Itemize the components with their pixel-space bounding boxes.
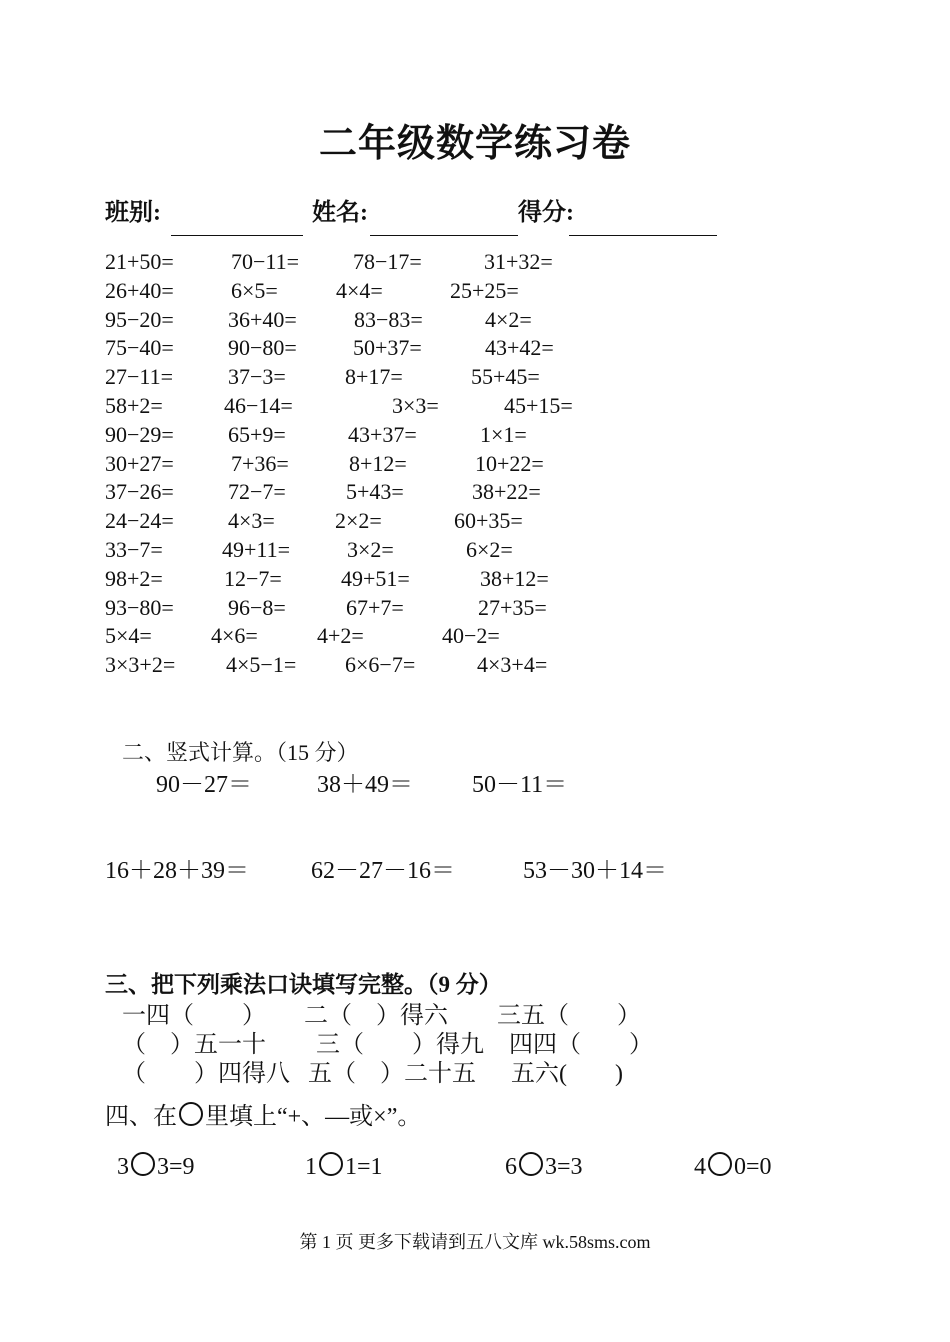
circle-icon xyxy=(179,1102,203,1126)
arithmetic-problem: 4×5−1= xyxy=(226,652,297,678)
arithmetic-row xyxy=(105,594,805,623)
arithmetic-row xyxy=(105,334,805,363)
section4-heading xyxy=(105,1096,421,1131)
arithmetic-row xyxy=(105,507,805,536)
operand-left: 1 xyxy=(305,1154,317,1180)
arithmetic-problem: 72−7= xyxy=(228,479,286,505)
arithmetic-problem: 27+35= xyxy=(478,594,547,620)
arithmetic-problem: 8+12= xyxy=(349,450,407,476)
operator-circle-blank[interactable] xyxy=(319,1152,343,1176)
arithmetic-row xyxy=(105,651,805,680)
score-blank-line[interactable] xyxy=(569,235,717,236)
arithmetic-row xyxy=(105,565,805,594)
arithmetic-problem: 4×4= xyxy=(336,277,383,303)
page-footer: 第 1 页 更多下载请到五八文库 wk.58sms.com xyxy=(299,1232,651,1252)
operator-circle-blank[interactable] xyxy=(519,1152,543,1176)
arithmetic-problem: 6×5= xyxy=(231,277,278,303)
arithmetic-problem: 38+12= xyxy=(480,565,549,591)
rhyme-item: 四四（ ） xyxy=(509,1032,653,1058)
arithmetic-problem: 46−14= xyxy=(224,392,293,418)
arithmetic-row xyxy=(105,306,805,335)
arithmetic-row xyxy=(105,392,805,421)
arithmetic-problem: 90−29= xyxy=(105,421,174,447)
page-title: 二年级数学练习卷 xyxy=(318,123,631,165)
arithmetic-problem: 98+2= xyxy=(105,565,163,591)
arithmetic-problem: 37−3= xyxy=(228,364,286,390)
arithmetic-section xyxy=(105,248,805,680)
arithmetic-problem: 6×6−7= xyxy=(345,652,416,678)
arithmetic-problem: 83−83= xyxy=(354,306,423,332)
vertical-calc-problem: 38＋49＝ xyxy=(317,772,413,798)
score-label: 得分: xyxy=(518,200,574,226)
section2-heading: 二、竖式计算。（15 分） xyxy=(122,740,359,765)
rhyme-item: （ ）四得八 xyxy=(122,1061,290,1087)
arithmetic-problem: 55+45= xyxy=(471,364,540,390)
arithmetic-row xyxy=(105,248,805,277)
arithmetic-problem: 1×1= xyxy=(480,421,527,447)
section4-heading-post: 里填上“+、—或×”。 xyxy=(205,1104,422,1130)
arithmetic-problem: 40−2= xyxy=(442,623,500,649)
arithmetic-problem: 49+51= xyxy=(341,565,410,591)
name-blank-line[interactable] xyxy=(370,235,518,236)
arithmetic-problem: 43+37= xyxy=(348,421,417,447)
arithmetic-problem: 33−7= xyxy=(105,536,163,562)
section4-heading-pre: 四、在 xyxy=(105,1104,177,1130)
rhyme-item: 二（ ）得六 xyxy=(304,1003,448,1029)
arithmetic-problem: 3×3= xyxy=(392,392,439,418)
operand-right: 0=0 xyxy=(734,1154,772,1180)
arithmetic-problem: 36+40= xyxy=(228,306,297,332)
arithmetic-row xyxy=(105,363,805,392)
operator-circle-blank[interactable] xyxy=(708,1152,732,1176)
arithmetic-problem: 24−24= xyxy=(105,508,174,534)
operator-fill-item xyxy=(117,1152,195,1181)
class-label: 班别: xyxy=(105,200,161,226)
arithmetic-problem: 12−7= xyxy=(224,565,282,591)
arithmetic-problem: 21+50= xyxy=(105,249,174,274)
operand-right: 3=3 xyxy=(545,1154,583,1180)
arithmetic-problem: 49+11= xyxy=(222,536,290,562)
arithmetic-problem: 60+35= xyxy=(454,508,523,534)
arithmetic-problem: 45+15= xyxy=(504,392,573,418)
rhyme-item: 三五（ ） xyxy=(497,1003,641,1029)
operator-fill-item xyxy=(694,1152,772,1181)
class-blank-line[interactable] xyxy=(171,235,303,236)
arithmetic-problem: 31+32= xyxy=(484,249,553,274)
arithmetic-problem: 8+17= xyxy=(345,364,403,390)
arithmetic-problem: 5×4= xyxy=(105,623,152,649)
arithmetic-problem: 95−20= xyxy=(105,306,174,332)
arithmetic-problem: 4×6= xyxy=(211,623,258,649)
arithmetic-problem: 10+22= xyxy=(475,450,544,476)
arithmetic-problem: 3×2= xyxy=(347,536,394,562)
arithmetic-problem: 27−11= xyxy=(105,364,173,390)
arithmetic-row xyxy=(105,536,805,565)
vertical-calc-problem: 53－30＋14＝ xyxy=(523,858,667,884)
rhyme-item: 五六( ) xyxy=(511,1061,623,1087)
rhyme-item: （ ）五一十 xyxy=(122,1032,266,1058)
operand-left: 6 xyxy=(505,1154,517,1180)
operand-right: 3=9 xyxy=(157,1154,195,1180)
arithmetic-problem: 58+2= xyxy=(105,392,163,418)
name-label: 姓名: xyxy=(312,200,368,226)
rhyme-item: 一四（ ） xyxy=(122,1003,266,1029)
arithmetic-problem: 96−8= xyxy=(228,594,286,620)
operator-circle-blank[interactable] xyxy=(131,1152,155,1176)
arithmetic-problem: 65+9= xyxy=(228,421,286,447)
rhyme-item: 五（ ）二十五 xyxy=(308,1061,476,1087)
operand-left: 3 xyxy=(117,1154,129,1180)
arithmetic-problem: 3×3+2= xyxy=(105,652,176,678)
arithmetic-problem: 6×2= xyxy=(466,536,513,562)
arithmetic-problem: 4×3+4= xyxy=(477,652,548,678)
operand-right: 1=1 xyxy=(345,1154,383,1180)
arithmetic-problem: 37−26= xyxy=(105,479,174,505)
vertical-calc-problem: 16＋28＋39＝ xyxy=(105,858,249,884)
arithmetic-problem: 4+2= xyxy=(317,623,364,649)
arithmetic-problem: 67+7= xyxy=(346,594,404,620)
operator-fill-item xyxy=(505,1152,583,1181)
arithmetic-problem: 70−11= xyxy=(231,249,299,274)
rhyme-item: 三（ ）得九 xyxy=(316,1032,484,1058)
arithmetic-problem: 30+27= xyxy=(105,450,174,476)
arithmetic-problem: 5+43= xyxy=(346,479,404,505)
section3-heading: 三、把下列乘法口诀填写完整。（9 分） xyxy=(105,972,502,997)
arithmetic-problem: 78−17= xyxy=(353,249,422,274)
arithmetic-row xyxy=(105,277,805,306)
arithmetic-problem: 38+22= xyxy=(472,479,541,505)
vertical-calc-problem: 62－27－16＝ xyxy=(311,858,455,884)
arithmetic-problem: 93−80= xyxy=(105,594,174,620)
operator-fill-item xyxy=(305,1152,383,1181)
arithmetic-row xyxy=(105,450,805,479)
vertical-calc-problem: 90－27＝ xyxy=(156,772,252,798)
arithmetic-problem: 4×2= xyxy=(485,306,532,332)
arithmetic-problem: 90−80= xyxy=(228,335,297,361)
arithmetic-row xyxy=(105,421,805,450)
arithmetic-problem: 25+25= xyxy=(450,277,519,303)
arithmetic-row xyxy=(105,622,805,651)
arithmetic-problem: 2×2= xyxy=(335,508,382,534)
arithmetic-problem: 43+42= xyxy=(485,335,554,361)
arithmetic-problem: 7+36= xyxy=(231,450,289,476)
arithmetic-row xyxy=(105,478,805,507)
arithmetic-problem: 50+37= xyxy=(353,335,422,361)
arithmetic-problem: 75−40= xyxy=(105,335,174,361)
operand-left: 4 xyxy=(694,1154,706,1180)
arithmetic-problem: 4×3= xyxy=(228,508,275,534)
arithmetic-problem: 26+40= xyxy=(105,277,174,303)
vertical-calc-problem: 50－11＝ xyxy=(472,772,568,798)
